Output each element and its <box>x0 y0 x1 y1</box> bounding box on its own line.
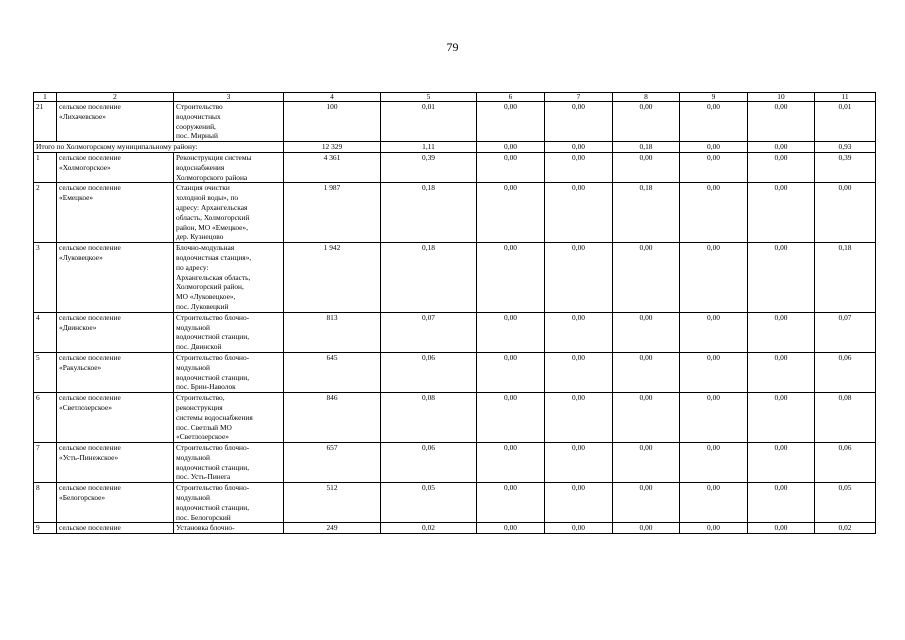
object-line: модульной <box>176 452 210 462</box>
value-col-8: 0,00 <box>613 152 680 182</box>
object-line: район, МО «Емецкое», <box>176 222 248 232</box>
table-row <box>34 102 876 142</box>
object-line: Установка блочно- <box>176 523 235 533</box>
column-number-9: 9 <box>680 93 748 102</box>
row-number: 2 <box>34 183 57 243</box>
column-number-11: 11 <box>815 93 876 102</box>
value-col-9: 0,00 <box>680 102 748 142</box>
row-number: 8 <box>34 483 57 523</box>
value-col-9: 0,00 <box>680 312 748 352</box>
value-col-9: 0,00 <box>680 393 748 443</box>
value-col-6: 0,00 <box>477 352 545 392</box>
value-col-8: 0,18 <box>613 142 680 153</box>
value-col-9: 0,00 <box>680 142 748 153</box>
value-col-10: 0,00 <box>748 352 815 392</box>
object-description <box>174 523 284 534</box>
object-line: пос. Белогорский <box>176 512 231 522</box>
value-col-8: 0,00 <box>613 312 680 352</box>
value-col-7: 0,00 <box>545 243 613 313</box>
table-row <box>34 152 876 182</box>
value-col-7: 0,00 <box>545 183 613 243</box>
object-line: пос. Двинской <box>176 342 222 352</box>
value-col-5: 0,06 <box>381 352 477 392</box>
value-col-7: 0,00 <box>545 352 613 392</box>
object-line: адресу: Архангельская <box>176 202 248 212</box>
settlement-line: сельское поселение <box>59 312 121 322</box>
value-col-6: 0,00 <box>477 443 545 483</box>
settlement-line: сельское поселение <box>59 352 121 362</box>
value-col-11: 0,06 <box>815 352 876 392</box>
object-description <box>174 393 284 443</box>
object-line: модульной <box>176 322 210 332</box>
settlement-name <box>57 312 174 352</box>
settlement-line: «Емецкое» <box>59 193 94 203</box>
value-col-11: 0,06 <box>815 443 876 483</box>
cost-value: 1 942 <box>284 243 381 313</box>
value-col-8: 0,00 <box>613 393 680 443</box>
row-number: 5 <box>34 352 57 392</box>
row-number: 6 <box>34 393 57 443</box>
value-col-5: 1,11 <box>381 142 477 153</box>
value-col-7: 0,00 <box>545 523 613 534</box>
object-description <box>174 102 284 142</box>
object-line: пос. Усть-Пинега <box>176 472 231 482</box>
value-col-10: 0,00 <box>748 243 815 313</box>
value-col-6: 0,00 <box>477 152 545 182</box>
value-col-7: 0,00 <box>545 483 613 523</box>
object-description <box>174 443 284 483</box>
object-line: холодной воды», по <box>176 193 239 203</box>
object-description <box>174 352 284 392</box>
total-row <box>34 142 876 153</box>
column-number-4: 4 <box>284 93 381 102</box>
row-number: 1 <box>34 152 57 182</box>
value-col-7: 0,00 <box>545 102 613 142</box>
value-col-9: 0,00 <box>680 352 748 392</box>
settlement-name <box>57 352 174 392</box>
value-col-11: 0,39 <box>815 152 876 182</box>
object-description <box>174 183 284 243</box>
value-col-8: 0,18 <box>613 183 680 243</box>
value-col-5: 0,06 <box>381 443 477 483</box>
value-col-5: 0,18 <box>381 243 477 313</box>
value-col-7: 0,00 <box>545 393 613 443</box>
value-col-7: 0,00 <box>545 312 613 352</box>
object-line: водоочистной станции, <box>176 332 250 342</box>
object-line: Холмогорского района <box>176 172 248 182</box>
value-col-8: 0,00 <box>613 243 680 313</box>
settlement-line: сельское поселение <box>59 393 121 403</box>
object-description <box>174 243 284 313</box>
object-line: модульной <box>176 362 210 372</box>
row-number: 4 <box>34 312 57 352</box>
value-col-11: 0,93 <box>815 142 876 153</box>
settlement-name <box>57 443 174 483</box>
settlement-line: сельское поселение <box>59 443 121 453</box>
object-line: область, Холмогорский <box>176 212 250 222</box>
settlement-line: сельское поселение <box>59 523 121 533</box>
object-line: водоочистных <box>176 111 221 121</box>
value-col-9: 0,00 <box>680 183 748 243</box>
value-col-5: 0,01 <box>381 102 477 142</box>
value-col-10: 0,00 <box>748 102 815 142</box>
value-col-7: 0,00 <box>545 142 613 153</box>
settlement-name <box>57 243 174 313</box>
settlement-line: «Белогорское» <box>59 493 106 503</box>
object-line: Реконструкция системы <box>176 152 252 162</box>
settlement-name <box>57 152 174 182</box>
value-col-10: 0,00 <box>748 183 815 243</box>
settlement-line: сельское поселение <box>59 152 121 162</box>
value-col-6: 0,00 <box>477 523 545 534</box>
settlement-name <box>57 483 174 523</box>
column-number-8: 8 <box>613 93 680 102</box>
table-row <box>34 352 876 392</box>
object-line: пос. Светлый МО <box>176 422 232 432</box>
object-line: пос. Луковецкий <box>176 301 229 311</box>
value-col-7: 0,00 <box>545 443 613 483</box>
column-number-3: 3 <box>174 93 284 102</box>
value-col-8: 0,00 <box>613 523 680 534</box>
column-number-5: 5 <box>381 93 477 102</box>
object-line: Строительство блочно- <box>176 352 250 362</box>
cost-value: 4 361 <box>284 152 381 182</box>
column-number-2: 2 <box>57 93 174 102</box>
value-col-10: 0,00 <box>748 523 815 534</box>
cost-value: 1 987 <box>284 183 381 243</box>
settlement-line: сельское поселение <box>59 183 121 193</box>
value-col-8: 0,00 <box>613 102 680 142</box>
cost-value: 512 <box>284 483 381 523</box>
table-row <box>34 443 876 483</box>
value-col-10: 0,00 <box>748 152 815 182</box>
settlement-line: «Усть-Пинежское» <box>59 452 119 462</box>
object-line: Строительство блочно- <box>176 483 250 493</box>
object-line: пос. Мирный <box>176 131 218 141</box>
settlement-name <box>57 183 174 243</box>
cost-value: 657 <box>284 443 381 483</box>
value-col-7: 0,00 <box>545 152 613 182</box>
table-body <box>34 93 876 534</box>
object-line: Холмогорский район, <box>176 282 244 292</box>
value-col-6: 0,00 <box>477 243 545 313</box>
cost-value: 100 <box>284 102 381 142</box>
row-number: 3 <box>34 243 57 313</box>
value-col-6: 0,00 <box>477 312 545 352</box>
object-line: «Светлозерское» <box>176 432 229 442</box>
settlement-line: сельское поселение <box>59 102 121 111</box>
value-col-11: 0,07 <box>815 312 876 352</box>
table-row <box>34 183 876 243</box>
value-col-10: 0,00 <box>748 483 815 523</box>
cost-value: 813 <box>284 312 381 352</box>
value-col-9: 0,00 <box>680 523 748 534</box>
value-col-11: 0,05 <box>815 483 876 523</box>
page-number: 79 <box>446 40 459 54</box>
object-line: Архангельская область, <box>176 272 251 282</box>
value-col-5: 0,05 <box>381 483 477 523</box>
column-number-10: 10 <box>748 93 815 102</box>
value-col-5: 0,07 <box>381 312 477 352</box>
total-label: Итого по Холмогорскому муниципальному району: <box>34 142 284 153</box>
cost-value: 645 <box>284 352 381 392</box>
object-line: водоочистной станции, <box>176 372 250 382</box>
cost-value: 846 <box>284 393 381 443</box>
value-col-8: 0,00 <box>613 352 680 392</box>
value-col-10: 0,00 <box>748 443 815 483</box>
object-description <box>174 312 284 352</box>
object-line: по адресу: <box>176 262 209 272</box>
column-number-1: 1 <box>34 93 57 102</box>
value-col-6: 0,00 <box>477 483 545 523</box>
value-col-5: 0,02 <box>381 523 477 534</box>
value-col-11: 0,00 <box>815 183 876 243</box>
column-number-row <box>34 93 876 102</box>
value-col-8: 0,00 <box>613 483 680 523</box>
value-col-9: 0,00 <box>680 152 748 182</box>
value-col-10: 0,00 <box>748 142 815 153</box>
settlement-line: «Луковецкое» <box>59 252 103 262</box>
settlement-line: «Двинское» <box>59 322 97 332</box>
value-col-10: 0,00 <box>748 393 815 443</box>
row-number: 9 <box>34 523 57 534</box>
value-col-9: 0,00 <box>680 443 748 483</box>
object-line: Строительство блочно- <box>176 443 250 453</box>
value-col-5: 0,39 <box>381 152 477 182</box>
object-line: реконструкция <box>176 402 223 412</box>
cost-value: 12 329 <box>284 142 381 153</box>
cost-value: 249 <box>284 523 381 534</box>
column-number-6: 6 <box>477 93 545 102</box>
value-col-9: 0,00 <box>680 243 748 313</box>
object-line: водоснабжения <box>176 162 225 172</box>
object-line: дер. Кузнецово <box>176 232 224 242</box>
column-number-7: 7 <box>545 93 613 102</box>
value-col-6: 0,00 <box>477 393 545 443</box>
value-col-11: 0,18 <box>815 243 876 313</box>
settlement-line: «Светлозерское» <box>59 402 112 412</box>
value-col-6: 0,00 <box>477 142 545 153</box>
settlement-line: «Ракульское» <box>59 362 102 372</box>
value-col-11: 0,08 <box>815 393 876 443</box>
table-row <box>34 483 876 523</box>
object-line: Блочно-модульная <box>176 243 235 253</box>
value-col-5: 0,18 <box>381 183 477 243</box>
settlement-name <box>57 102 174 142</box>
row-number: 21 <box>34 102 57 142</box>
object-line: сооружений, <box>176 121 216 131</box>
object-line: пос. Брин-Наволок <box>176 382 236 392</box>
object-line: Строительство блочно- <box>176 312 250 322</box>
value-col-5: 0,08 <box>381 393 477 443</box>
object-line: Строительство <box>176 102 223 111</box>
object-line: водоочистная станция», <box>176 252 252 262</box>
object-line: системы водоснабжения <box>176 412 253 422</box>
table-row <box>34 312 876 352</box>
table-row <box>34 523 876 534</box>
object-line: Станция очистки <box>176 183 230 193</box>
data-table <box>33 92 876 534</box>
value-col-6: 0,00 <box>477 183 545 243</box>
value-col-10: 0,00 <box>748 312 815 352</box>
object-line: водоочистной станции, <box>176 462 250 472</box>
value-col-11: 0,02 <box>815 523 876 534</box>
object-line: водоочистной станции, <box>176 502 250 512</box>
object-description <box>174 483 284 523</box>
value-col-9: 0,00 <box>680 483 748 523</box>
settlement-line: сельское поселение <box>59 243 121 253</box>
table-row <box>34 243 876 313</box>
value-col-6: 0,00 <box>477 102 545 142</box>
object-line: МО «Луковецкое», <box>176 292 236 302</box>
value-col-11: 0,01 <box>815 102 876 142</box>
settlement-name <box>57 393 174 443</box>
settlement-line: «Лихачевское» <box>59 111 106 121</box>
settlement-name <box>57 523 174 534</box>
row-number: 7 <box>34 443 57 483</box>
table-row <box>34 393 876 443</box>
value-col-8: 0,00 <box>613 443 680 483</box>
settlement-line: «Холмогорское» <box>59 162 111 172</box>
object-description <box>174 152 284 182</box>
object-line: модульной <box>176 493 210 503</box>
settlement-line: сельское поселение <box>59 483 121 493</box>
object-line: Строительство, <box>176 393 225 403</box>
